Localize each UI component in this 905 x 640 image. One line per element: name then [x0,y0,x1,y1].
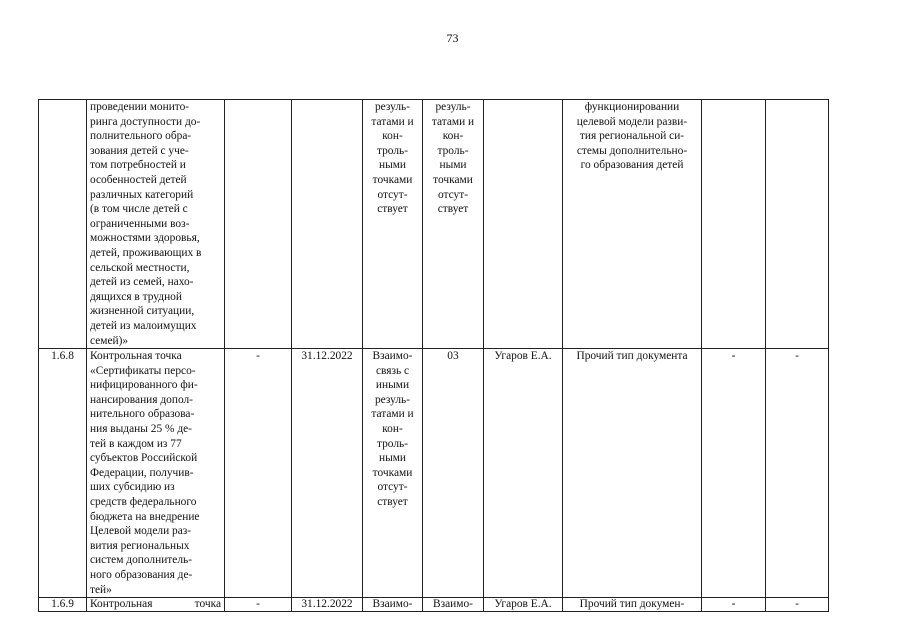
cell-name: Контрольная точка «Сертификаты персо- нифицированного фи- нансирования допол- нительного образова- ния выданы 25 % де- тей в каждом из 77 субъектов Российской Федерации, получив- ших субсидию из средств федерального бюджета на внедрение Целевой модели раз- вития региональных систем дополнитель- ного образования де- тей» [87,349,225,598]
cell-start-date [225,100,292,349]
cell-number: 1.6.8 [39,349,87,598]
cell-extra-2: - [766,349,829,598]
cell-responsible: Угаров Е.А. [484,349,563,598]
cell-predecessors: резуль- татами и кон- троль- ными точками отсут- ствует [363,100,423,349]
cell-successors: 03 [423,349,484,598]
table-row [39,598,829,612]
cell-number: 1.6.9 [39,598,87,612]
cell-result-type: функционировании целевой модели разви- тия региональной си- стемы дополнительно- го образования детей [563,100,702,349]
cell-extra-1: - [702,349,766,598]
cell-responsible [484,100,563,349]
cell-responsible: Угаров Е.А. [484,598,563,612]
control-points-table [38,99,829,612]
cell-predecessors: Взаимо- связь с иными резуль- татами и кон- троль- ными точками отсут- ствует [363,349,423,598]
cell-name: проведении монито- ринга доступности до- полнительного обра- зования детей с уче- том потребностей и особенностей детей различных категорий (в том числе детей с ограниченными воз- можностями здоровья, детей, проживающих в сельской местности, детей из семей, нахо- дящихся в трудной жизненной ситуации, детей из малоимущих семей)» [87,100,225,349]
cell-number [39,100,87,349]
cell-successors: Взаимо- [423,598,484,612]
cell-name: Контрольная точка [87,598,225,612]
cell-end-date: 31.12.2022 [292,598,363,612]
cell-extra-2: - [766,598,829,612]
cell-extra-2 [766,100,829,349]
cell-extra-1 [702,100,766,349]
cell-result-type: Прочий тип докумен- [563,598,702,612]
cell-end-date [292,100,363,349]
cell-successors: резуль- татами и кон- троль- ными точками отсут- ствует [423,100,484,349]
cell-end-date: 31.12.2022 [292,349,363,598]
cell-predecessors: Взаимо- [363,598,423,612]
cell-start-date: - [225,598,292,612]
page-number: 73 [446,31,459,45]
cell-start-date: - [225,349,292,598]
cell-result-type: Прочий тип документа [563,349,702,598]
cell-extra-1: - [702,598,766,612]
table-row [39,349,829,598]
table-row [39,100,829,349]
